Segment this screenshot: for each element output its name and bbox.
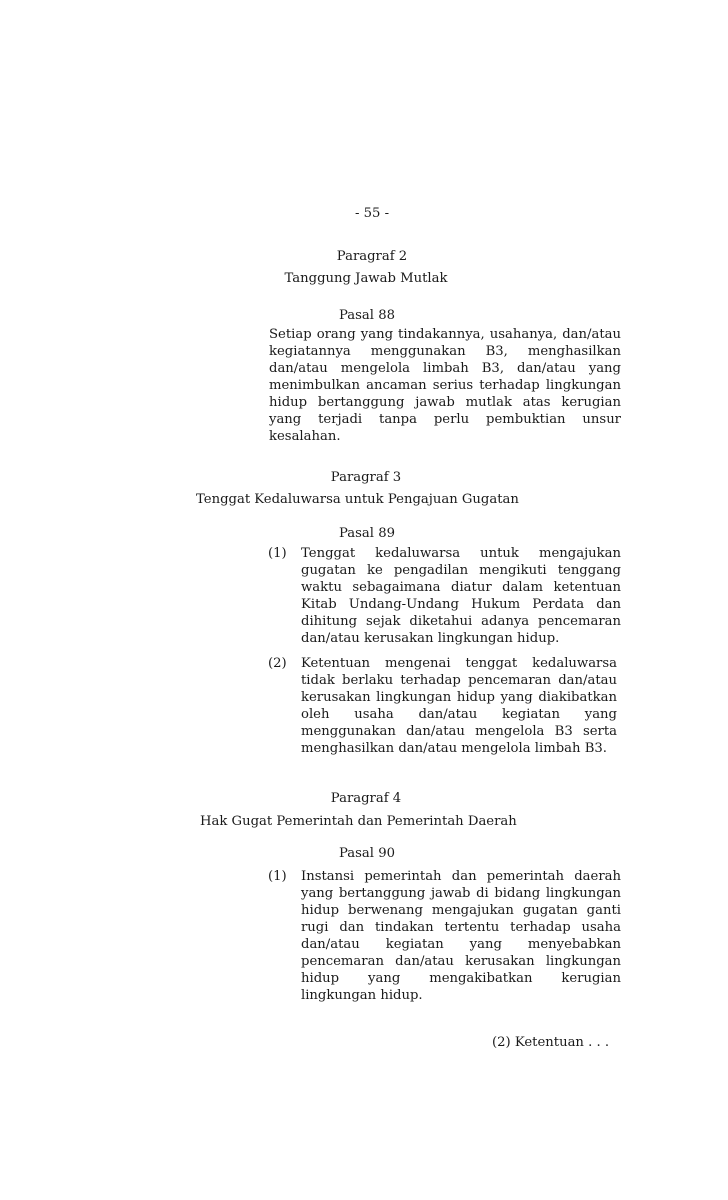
section-title-tenggat-kedaluwarsa: Tenggat Kedaluwarsa untuk Pengajuan Gugatan xyxy=(196,492,519,507)
section-title-tanggung-jawab-mutlak: Tanggung Jawab Mutlak xyxy=(284,271,448,286)
pasal-90-heading: Pasal 90 xyxy=(339,846,395,861)
section-heading-paragraf-3: Paragraf 3 xyxy=(330,470,402,485)
continuation-marker: (2) Ketentuan . . . xyxy=(492,1035,610,1050)
item-number: (1) xyxy=(268,546,287,561)
page-number: - 55 - xyxy=(354,206,390,221)
section-title-hak-gugat: Hak Gugat Pemerintah dan Pemerintah Daerah xyxy=(200,814,517,829)
item-number: (1) xyxy=(268,869,287,884)
item-number: (2) xyxy=(268,656,287,671)
pasal-89-item-1 xyxy=(268,545,621,655)
pasal-88-text: Setiap orang yang tindakannya, usahanya, dan/atau kegiatannya menggunakan B3, menghasilkan dan/atau mengelola limbah B3, dan/atau yang menimbulkan ancaman serius terhadap lingkungan hidup bertanggung jawab mutlak atas kerugian yang terjadi tanpa perlu pembuktian unsur kesalahan. xyxy=(269,327,621,444)
item-text: Ketentuan mengenai tenggat kedaluwarsa tidak berlaku terhadap pencemaran dan/atau kerusakan lingkungan hidup yang diakibatkan oleh usaha dan/atau kegiatan yang menggunakan dan/atau mengelola B3 serta menghasilkan dan/atau mengelola limbah B3. xyxy=(301,656,617,756)
section-heading-paragraf-4: Paragraf 4 xyxy=(330,791,402,806)
pasal-88-heading: Pasal 88 xyxy=(339,308,395,323)
item-text: Tenggat kedaluwarsa untuk mengajukan gugatan ke pengadilan mengikuti tenggang waktu sebagaimana diatur dalam ketentuan Kitab Undang-Undang Hukum Perdata dan dihitung sejak diketahui adanya pencemaran dan/atau kerusakan lingkungan hidup. xyxy=(301,546,621,646)
section-heading-paragraf-2: Paragraf 2 xyxy=(336,249,408,264)
item-text: Instansi pemerintah dan pemerintah daerah yang bertanggung jawab di bidang lingkungan hidup berwenang mengajukan gugatan ganti rugi dan tindakan tertentu terhadap usaha dan/atau kegiatan yang menyebabkan pencemaran dan/atau kerusakan lingkungan hidup yang mengakibatkan kerugian lingkungan hidup. xyxy=(301,869,621,1003)
pasal-89-heading: Pasal 89 xyxy=(339,526,395,541)
pasal-89-item-2 xyxy=(268,655,621,775)
pasal-90-item-1 xyxy=(268,868,621,1023)
